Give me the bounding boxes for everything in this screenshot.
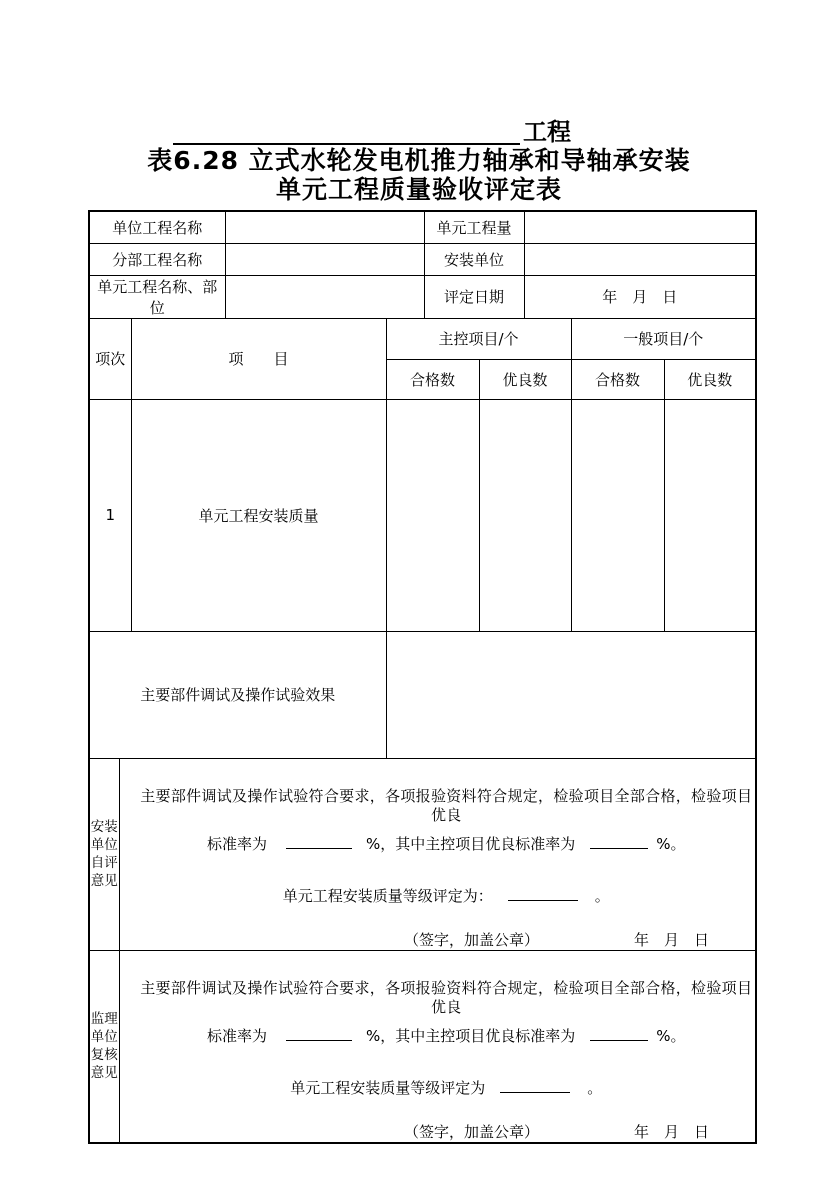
project-name-line — [173, 116, 571, 145]
project-name-blank-field — [173, 119, 520, 145]
quality-grade-blank-field — [500, 1078, 570, 1093]
column-header-main-pass: 合格数 — [386, 359, 479, 399]
division-project-name-label: 分部工程名称 — [89, 243, 225, 275]
column-header-general-excellent: 优良数 — [664, 359, 756, 399]
item-1-general-pass-field — [571, 399, 664, 631]
supervisor-statement-line1: 主要部件调试及操作试验符合要求，各项报验资料符合规定，检验项目全部合格，检验项目优良 — [140, 978, 753, 1016]
excellent-rate-blank-field — [286, 834, 352, 849]
info-row-unit-name-part — [89, 275, 756, 318]
installer-statement-line2: 标准率为 %，其中主控项目优良标准率为 %。 — [206, 834, 686, 853]
unit-work-quantity-field — [524, 211, 756, 243]
project-suffix-label: 工程 — [523, 117, 571, 146]
unit-name-part-label: 单元工程名称、部位 — [89, 275, 225, 318]
column-header-main-control: 主控项目/个 — [386, 318, 571, 359]
installation-unit-field — [524, 243, 756, 275]
supervisor-section-side-label: 监理单位复核意见 — [89, 950, 119, 1143]
installation-unit-label: 安装单位 — [424, 243, 524, 275]
installer-sign-line — [138, 931, 756, 950]
column-header-main-excellent: 优良数 — [479, 359, 571, 399]
sign-date-label: 年 月 日 — [634, 930, 710, 949]
installer-grade-line: 单元工程安装质量等级评定为： 。 — [282, 886, 610, 905]
excellent-rate-blank-field — [286, 1026, 352, 1041]
grid-header-row-1 — [89, 318, 756, 359]
installer-section-side-label: 安装单位自评意见 — [89, 758, 119, 950]
item-1-general-excellent-field — [664, 399, 756, 631]
item-1-main-pass-field — [386, 399, 479, 631]
installer-section-content — [119, 758, 756, 950]
division-project-name-field — [225, 243, 424, 275]
item-1-name: 单元工程安装质量 — [131, 399, 386, 631]
form-title-line2: 单元工程质量验收评定表 — [275, 175, 562, 204]
test-effect-label: 主要部件调试及操作试验效果 — [89, 631, 386, 758]
supervisor-grade-line: 单元工程安装质量等级评定为 。 — [290, 1078, 603, 1097]
test-effect-field — [386, 631, 756, 758]
column-header-general: 一般项目/个 — [571, 318, 756, 359]
supervisor-statement-line2: 标准率为 %，其中主控项目优良标准率为 %。 — [206, 1026, 686, 1045]
unit-project-name-field — [225, 211, 424, 243]
info-row-division-project — [89, 243, 756, 275]
unit-name-part-field — [225, 275, 424, 318]
column-header-item-no: 项次 — [89, 318, 131, 399]
section-installer-self-evaluation — [89, 758, 756, 950]
evaluation-date-label: 评定日期 — [424, 275, 524, 318]
unit-project-name-label: 单位工程名称 — [89, 211, 225, 243]
item-1-number: 1 — [89, 399, 131, 631]
quality-grade-blank-field — [508, 886, 578, 901]
evaluation-form-table — [88, 210, 757, 1144]
section-supervisor-review — [89, 950, 756, 1143]
sign-date-label: 年 月 日 — [634, 1122, 710, 1141]
form-title-line1: 表6.28 立式水轮发电机推力轴承和导轴承安装 — [147, 146, 691, 175]
unit-work-quantity-label: 单元工程量 — [424, 211, 524, 243]
info-row-unit-project — [89, 211, 756, 243]
evaluation-date-field: 年 月 日 — [524, 275, 756, 318]
signature-seal-label: （签字，加盖公章） — [404, 1122, 540, 1141]
table-row-item-1 — [89, 399, 756, 631]
main-control-rate-blank-field — [590, 834, 648, 849]
supervisor-sign-line — [138, 1123, 756, 1142]
installer-statement-line1: 主要部件调试及操作试验符合要求，各项报验资料符合规定，检验项目全部合格，检验项目优良 — [140, 786, 753, 824]
signature-seal-label: （签字，加盖公章） — [404, 930, 540, 949]
main-control-rate-blank-field — [590, 1026, 648, 1041]
column-header-general-pass: 合格数 — [571, 359, 664, 399]
column-header-item: 项 目 — [131, 318, 386, 399]
supervisor-section-content — [119, 950, 756, 1143]
table-row-test-effect — [89, 631, 756, 758]
item-1-main-excellent-field — [479, 399, 571, 631]
